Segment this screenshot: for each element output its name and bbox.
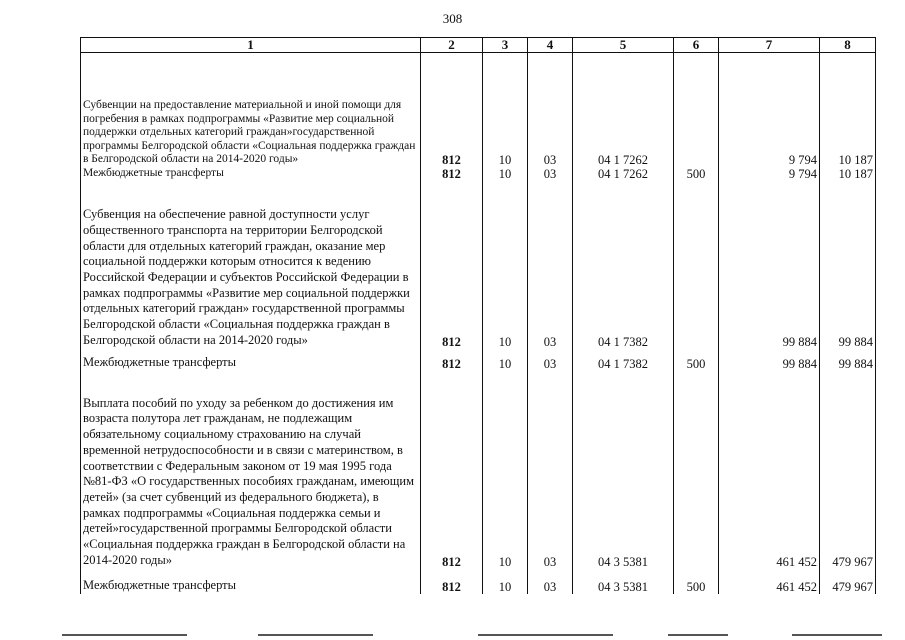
sum-2015: 10 187: [820, 53, 876, 167]
ministry-code: 812: [421, 371, 483, 569]
expense-type: 500: [674, 167, 719, 181]
target-article: 04 3 5381: [573, 371, 674, 569]
sum-2014: 9 794: [719, 53, 820, 167]
expense-type: [674, 53, 719, 167]
expense-type: [674, 181, 719, 349]
table-row: [81, 53, 876, 167]
table-row: [81, 569, 876, 594]
expense-type: 500: [674, 349, 719, 371]
row-description: Межбюджетные трансферты: [81, 349, 421, 371]
header-col-8: 8: [820, 38, 876, 53]
section-code: 10: [483, 53, 528, 167]
row-description: Межбюджетные трансферты: [81, 569, 421, 594]
target-article: 04 3 5381: [573, 569, 674, 594]
footer-scan-lines: [0, 634, 905, 640]
header-col-5: 5: [573, 38, 674, 53]
target-article: 04 1 7262: [573, 167, 674, 181]
ministry-code: 812: [421, 53, 483, 167]
section-code: 10: [483, 181, 528, 349]
page-number: 308: [442, 11, 463, 26]
sum-2015: 99 884: [820, 349, 876, 371]
ministry-code: 812: [421, 181, 483, 349]
header-col-1: 1: [81, 38, 421, 53]
header-col-3: 3: [483, 38, 528, 53]
subsection-code: 03: [528, 53, 573, 167]
sum-2014: 99 884: [719, 349, 820, 371]
table-row: [81, 181, 876, 349]
section-code: 10: [483, 167, 528, 181]
subsection-code: 03: [528, 167, 573, 181]
ministry-code: 812: [421, 569, 483, 594]
sum-2014: 461 452: [719, 371, 820, 569]
header-col-4: 4: [528, 38, 573, 53]
sum-2015: 479 967: [820, 569, 876, 594]
target-article: 04 1 7382: [573, 181, 674, 349]
expense-type: [674, 371, 719, 569]
subsection-code: 03: [528, 371, 573, 569]
row-description: Субвенция на обеспечение равной доступности услуг общественного транспорта на территории Белгородской области для отдельных категорий граждан, оказание мер социальной поддержки которым относится к ведению Российской Федерации и субъектов Российской Федерации в рамках подпрограммы «Развитие мер социальной поддержки отдельных категорий граждан» государственной программы Белгородской области «Социальная поддержка граждан в Белгородской области на 2014-2020 годы»: [81, 181, 421, 349]
ministry-code: 812: [421, 349, 483, 371]
section-code: 10: [483, 569, 528, 594]
ministry-code: 812: [421, 167, 483, 181]
table-row: [81, 167, 876, 181]
row-description: Межбюджетные трансферты: [81, 167, 421, 181]
target-article: 04 1 7262: [573, 53, 674, 167]
table-row: [81, 349, 876, 371]
header-col-2: 2: [421, 38, 483, 53]
sum-2014: 99 884: [719, 181, 820, 349]
row-description: Субвенции на предоставление материальной и иной помощи для погребения в рамках подпрограммы «Развитие мер социальной поддержки отдельных категорий граждан»государственной программы Белгородской области «Социальная поддержка граждан в Белгородской области на 2014-2020 годы»: [81, 53, 421, 167]
table-row: [81, 371, 876, 569]
sum-2015: 99 884: [820, 181, 876, 349]
expense-type: 500: [674, 569, 719, 594]
section-code: 10: [483, 371, 528, 569]
row-description: Выплата пособий по уходу за ребенком до достижения им возраста полутора лет гражданам, не подлежащим обязательному социальному страхованию на случай временной нетрудоспособности и в связи с материнством, в соответствии с Федеральным законом от 19 мая 1995 года №81-ФЗ «О государственных пособиях гражданам, имеющим детей» (за счет субвенций из федерального бюджета), в рамках подпрограммы «Социальная поддержка семьи и детей»государственной программы Белгородской области «Социальная поддержка граждан в Белгородской области на 2014-2020 годы»: [81, 371, 421, 569]
subsection-code: 03: [528, 181, 573, 349]
budget-table: [80, 37, 876, 594]
header-col-6: 6: [674, 38, 719, 53]
header-row: [81, 38, 876, 53]
sum-2014: 9 794: [719, 167, 820, 181]
header-col-7: 7: [719, 38, 820, 53]
subsection-code: 03: [528, 349, 573, 371]
sum-2015: 479 967: [820, 371, 876, 569]
sum-2014: 461 452: [719, 569, 820, 594]
target-article: 04 1 7382: [573, 349, 674, 371]
section-code: 10: [483, 349, 528, 371]
sum-2015: 10 187: [820, 167, 876, 181]
subsection-code: 03: [528, 569, 573, 594]
